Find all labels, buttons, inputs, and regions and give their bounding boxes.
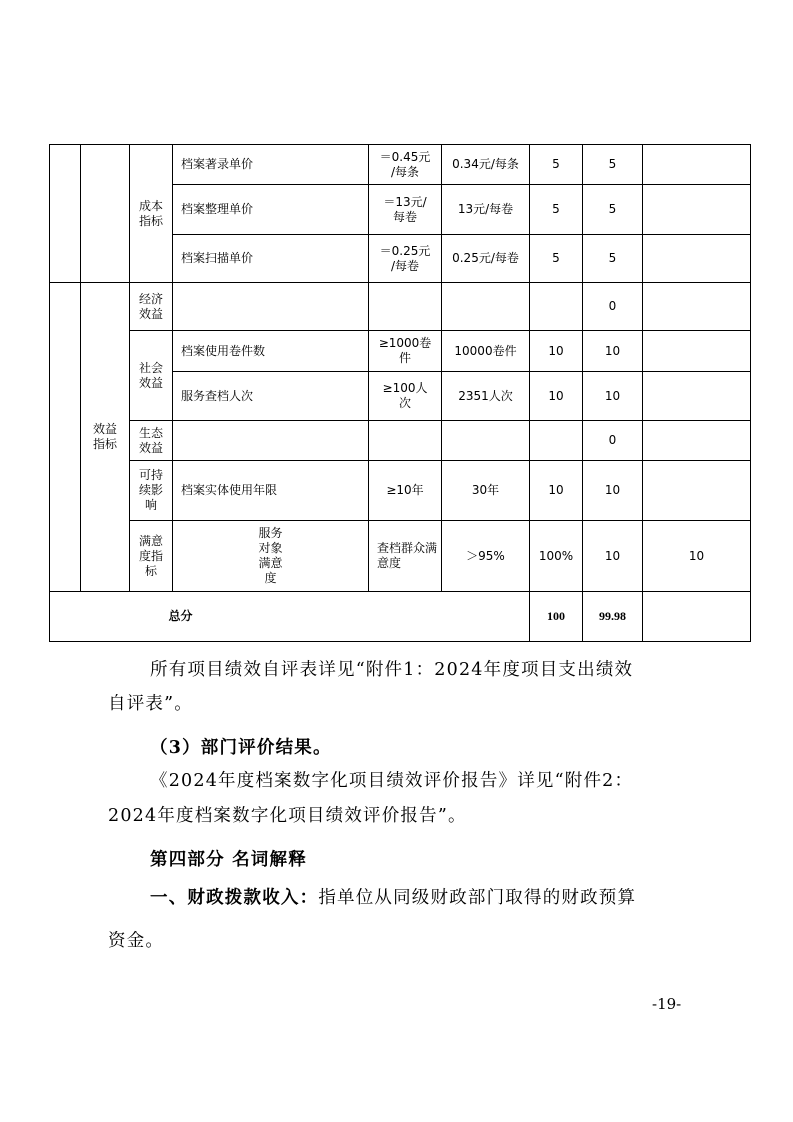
- cost-weight-2: 5: [530, 185, 583, 235]
- ecological-actual: [442, 421, 530, 461]
- economic-remark: [643, 283, 751, 331]
- satisfaction-indicator: 查档群众满意度: [369, 521, 442, 592]
- social-indicator-1: 档案使用卷件数: [173, 331, 369, 372]
- cost-actual-2: 13元/每卷: [442, 185, 530, 235]
- social-weight-1: 10: [530, 331, 583, 372]
- satisfaction-target: ＞95%: [442, 521, 530, 592]
- term1-label: 一、财政拨款收入：: [150, 888, 319, 908]
- level1-blank-2: [50, 283, 81, 592]
- social-weight-2: 10: [530, 372, 583, 421]
- sustainable-target: ≥10年: [369, 461, 442, 521]
- ecological-indicator: [173, 421, 369, 461]
- cost-score-2: 5: [583, 185, 643, 235]
- cost-target-3: ＝0.25元 /每卷: [369, 235, 442, 283]
- term1-text: 指单位从同级财政部门取得的财政预算: [318, 888, 637, 908]
- cost-actual-3: 0.25元/每卷: [442, 235, 530, 283]
- cost-weight-1: 5: [530, 145, 583, 185]
- sustainable-actual: 30年: [442, 461, 530, 521]
- social-target-2: ≥100人 次: [369, 372, 442, 421]
- cost-indicator-1: 档案著录单价: [173, 145, 369, 185]
- social-remark-1: [643, 331, 751, 372]
- paragraph-2-line-1: 《2024年度档案数字化项目绩效评价报告》详见“附件2：: [150, 771, 634, 791]
- total-label: 总分: [50, 592, 530, 642]
- page-number: -19-: [652, 995, 682, 1013]
- level1-blank: [50, 145, 81, 283]
- cost-target-2: ＝13元/ 每卷: [369, 185, 442, 235]
- satisfaction-weight: 10: [583, 521, 643, 592]
- ecological-weight: [530, 421, 583, 461]
- satisfaction-actual: 100%: [530, 521, 583, 592]
- level2-blank: [81, 145, 130, 283]
- cost-remark-3: [643, 235, 751, 283]
- economic-label: 经济 效益: [130, 283, 173, 331]
- social-remark-2: [643, 372, 751, 421]
- cost-remark-1: [643, 145, 751, 185]
- term1-line-2: 资金。: [108, 931, 165, 951]
- satisfaction-label: 满意 度指 标: [130, 521, 173, 592]
- performance-table: [49, 144, 751, 642]
- section-heading-3: （3）部门评价结果。: [150, 738, 332, 758]
- part4-heading: 第四部分 名词解释: [150, 850, 307, 870]
- cost-remark-2: [643, 185, 751, 235]
- paragraph-2-line-2: 2024年度档案数字化项目绩效评价报告”。: [108, 806, 467, 826]
- total-remark: [643, 592, 751, 642]
- social-indicator-2: 服务查档人次: [173, 372, 369, 421]
- social-score-1: 10: [583, 331, 643, 372]
- sustainable-weight: 10: [530, 461, 583, 521]
- cost-indicator-3: 档案扫描单价: [173, 235, 369, 283]
- cost-weight-3: 5: [530, 235, 583, 283]
- satisfaction-sub-label: 服务 对象 满意 度: [173, 521, 369, 592]
- economic-actual: [442, 283, 530, 331]
- total-weight: 100: [530, 592, 583, 642]
- paragraph-1-line-2: 自评表”。: [108, 694, 193, 714]
- social-label: 社会 效益: [130, 331, 173, 421]
- ecological-score: 0: [583, 421, 643, 461]
- sustainable-score: 10: [583, 461, 643, 521]
- total-score: 99.98: [583, 592, 643, 642]
- cost-label: 成本 指标: [130, 145, 173, 283]
- benefit-label: 效益 指标: [81, 283, 130, 592]
- ecological-remark: [643, 421, 751, 461]
- sustainable-remark: [643, 461, 751, 521]
- cost-indicator-2: 档案整理单价: [173, 185, 369, 235]
- ecological-target: [369, 421, 442, 461]
- social-actual-2: 2351人次: [442, 372, 530, 421]
- cost-score-3: 5: [583, 235, 643, 283]
- ecological-label: 生态 效益: [130, 421, 173, 461]
- paragraph-1-line-1: 所有项目绩效自评表详见“附件1：2024年度项目支出绩效: [150, 660, 634, 680]
- economic-target: [369, 283, 442, 331]
- cost-score-1: 5: [583, 145, 643, 185]
- social-score-2: 10: [583, 372, 643, 421]
- social-target-1: ≥1000卷 件: [369, 331, 442, 372]
- term1-line-1: [150, 887, 750, 909]
- social-actual-1: 10000卷件: [442, 331, 530, 372]
- satisfaction-score: 10: [643, 521, 751, 592]
- sustainable-label: 可持 续影 响: [130, 461, 173, 521]
- cost-actual-1: 0.34元/每条: [442, 145, 530, 185]
- cost-target-1: ＝0.45元 /每条: [369, 145, 442, 185]
- economic-score: 0: [583, 283, 643, 331]
- sustainable-indicator: 档案实体使用年限: [173, 461, 369, 521]
- economic-indicator: [173, 283, 369, 331]
- economic-weight: [530, 283, 583, 331]
